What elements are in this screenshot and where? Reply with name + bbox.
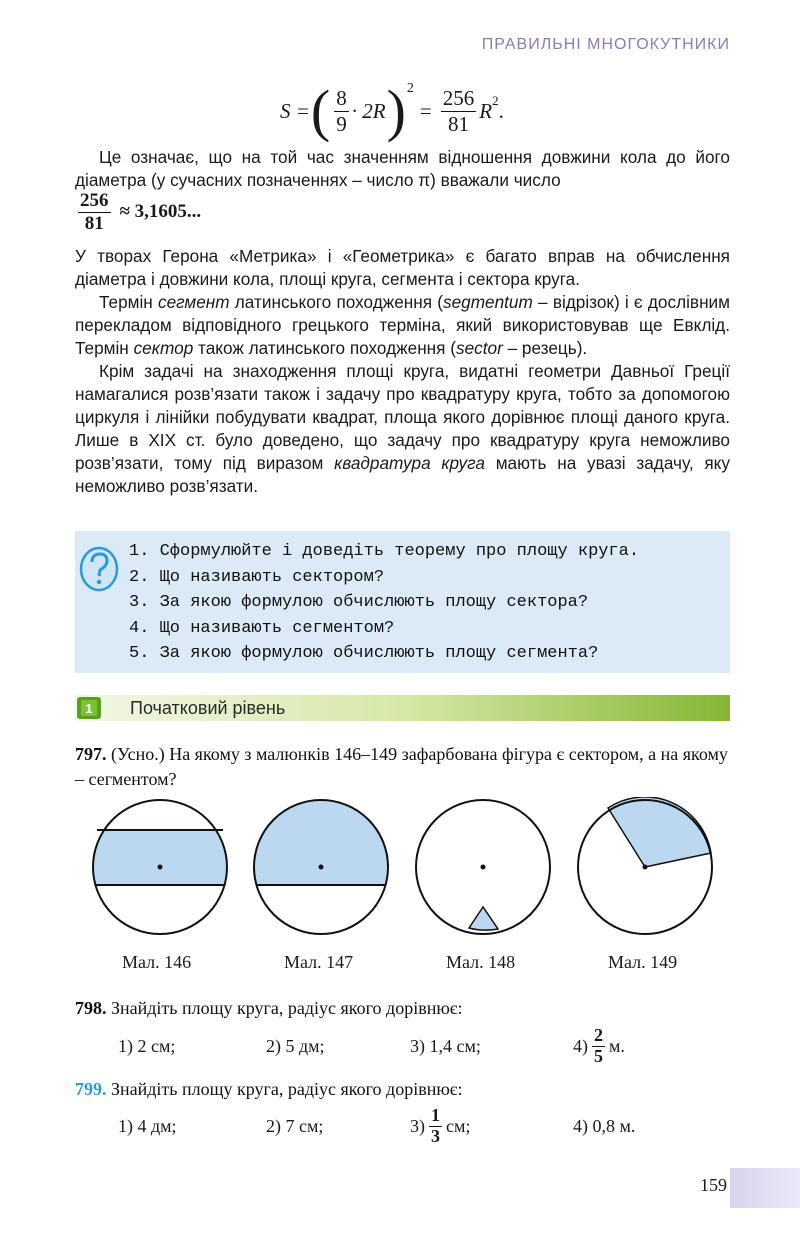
answer: 4) 0,8 м. [573, 1115, 636, 1136]
paragraph-block [75, 245, 730, 498]
task-798-number: 798. [75, 998, 107, 1018]
task-798-text: Знайдіть площу круга, радіус якого дорівнює: [111, 998, 463, 1018]
result-power: 2 [492, 93, 499, 108]
task-797-number: 797. [75, 744, 107, 764]
term-sector: сектор [133, 338, 194, 358]
answer-fraction [592, 1026, 605, 1067]
left-paren: ( [310, 78, 331, 143]
formula-fraction [334, 86, 349, 135]
formula-end: . [498, 98, 504, 123]
p3-d: також латинського походження ( [198, 338, 456, 358]
answer-prefix: 3) [410, 1115, 425, 1136]
term-segment: сегмент [158, 292, 230, 312]
p4-a: Крім задачі на знаходження площі круга, видатні геометри Давньої Греції намагалися розв’язати також і задачу про квадратуру круга, тобто за допомогою циркуля і лінійки побудувати квадрат, площа якого дорівнює площі даного круга. Лише в XIX ст. було доведено, що задачу про квадратуру круга неможливо розв’язати, тому під виразом [75, 361, 730, 473]
question-item: 3. За якою формулою обчислюють площу сектора? [129, 593, 589, 612]
result-fraction [441, 86, 477, 135]
paragraph-2: У творах Герона «Метрика» і «Геометрика» є багато вправ на обчислення діаметра і довжини кола, площі круга, сегмента і сектора круга. [75, 246, 730, 289]
answer: 2) 5 дм; [266, 1035, 325, 1056]
page-tab [730, 1168, 800, 1208]
figure-146 [85, 800, 245, 934]
result-denominator: 81 [448, 111, 469, 136]
question-item: 2. Що називають сектором? [129, 567, 385, 587]
p3-a: Термін [99, 292, 153, 312]
figure-149 [578, 797, 712, 934]
fraction-numerator: 2 [594, 1025, 603, 1045]
level-title: Початковий рівень [130, 698, 286, 718]
fraction-denominator: 5 [594, 1045, 603, 1066]
result-numerator: 256 [442, 86, 475, 111]
running-header: ПРАВИЛЬНІ МНОГОКУТНИКИ [481, 36, 730, 53]
task-797-text: (Усно.) На якому з малюнків 146–149 зафарбована фігура є сектором, а на якому – сегментом? [75, 744, 728, 789]
caption-146: Мал. 146 [122, 952, 192, 972]
pi-approximation [75, 190, 201, 235]
term-quadrature: квадратура круга [334, 453, 485, 473]
question-item: 5. За якою формулою обчислюють площу сегмента? [129, 644, 599, 663]
formula-mult: · 2R [351, 98, 386, 123]
formula-power: 2 [406, 81, 414, 96]
answer-fraction [429, 1106, 442, 1147]
answer [573, 1026, 625, 1067]
paragraph-4 [75, 360, 730, 498]
approx-fraction [78, 190, 111, 235]
page-number: 159 [700, 1175, 727, 1195]
answer [410, 1106, 573, 1147]
fraction-denominator: 3 [431, 1125, 440, 1146]
area-formula [280, 78, 504, 143]
fraction-numerator: 1 [431, 1105, 440, 1125]
approx-value: ≈ 3,1605... [119, 201, 202, 223]
questions-list [129, 539, 639, 667]
caption-147: Мал. 147 [284, 952, 354, 972]
formula-lhs: S = [280, 98, 310, 123]
p4-b: мають на увазі задачу, яку неможливо розв’язати. [75, 453, 730, 496]
caption-149: Мал. 149 [608, 952, 678, 972]
paragraph-1-text: Це означає, що на той час значенням відношення довжини кола до його діаметра (у сучасних позначеннях – число π) вважали число [75, 147, 730, 190]
answer-unit: м. [609, 1035, 625, 1056]
fraction-denominator: 9 [336, 111, 347, 136]
question-item: 4. Що називають сегментом? [129, 618, 395, 638]
caption-148: Мал. 148 [446, 952, 516, 972]
svg-text:1: 1 [85, 701, 93, 716]
task-799-number: 799. [75, 1079, 107, 1099]
task-799-answers [118, 1106, 635, 1147]
fraction-numerator: 8 [336, 86, 347, 111]
answer: 1) 4 дм; [118, 1115, 177, 1136]
p3-e: – резець). [507, 338, 588, 358]
answer-prefix: 4) [573, 1035, 588, 1056]
latin-sector: sector [455, 338, 503, 358]
level-cube-icon [75, 695, 105, 721]
task-798 [75, 998, 463, 1019]
question-item: 1. Сформулюйте і доведіть теорему про площу круга. [129, 542, 640, 561]
formula-eq: = [419, 98, 432, 123]
answer-unit: см; [446, 1115, 471, 1136]
figures-146-149 [85, 797, 725, 947]
figure-147 [245, 797, 405, 934]
latin-segmentum: segmentum [443, 292, 533, 312]
paragraph-1 [75, 146, 730, 192]
question-mark-icon [79, 545, 119, 593]
task-799-text: Знайдіть площу круга, радіус якого дорівнює: [111, 1079, 463, 1099]
approx-denominator: 81 [84, 212, 104, 234]
answer: 2) 7 см; [266, 1115, 324, 1136]
task-797 [75, 742, 735, 792]
approx-numerator: 256 [80, 190, 109, 211]
figure-148 [416, 800, 550, 934]
answer: 1) 2 см; [118, 1035, 176, 1056]
answer: 3) 1,4 см; [410, 1035, 481, 1056]
review-questions-box [75, 531, 730, 673]
p3-b: латинського походження ( [234, 292, 444, 312]
p3-c: – відрізок) і є дослівним перекладом відповідного грецького терміна, який використовував ще Евклід. Термін [75, 292, 730, 358]
right-paren: ) [386, 78, 406, 143]
task-798-answers [118, 1026, 625, 1067]
paragraph-3 [75, 291, 730, 360]
task-799 [75, 1079, 463, 1100]
result-tail: R [479, 98, 493, 123]
